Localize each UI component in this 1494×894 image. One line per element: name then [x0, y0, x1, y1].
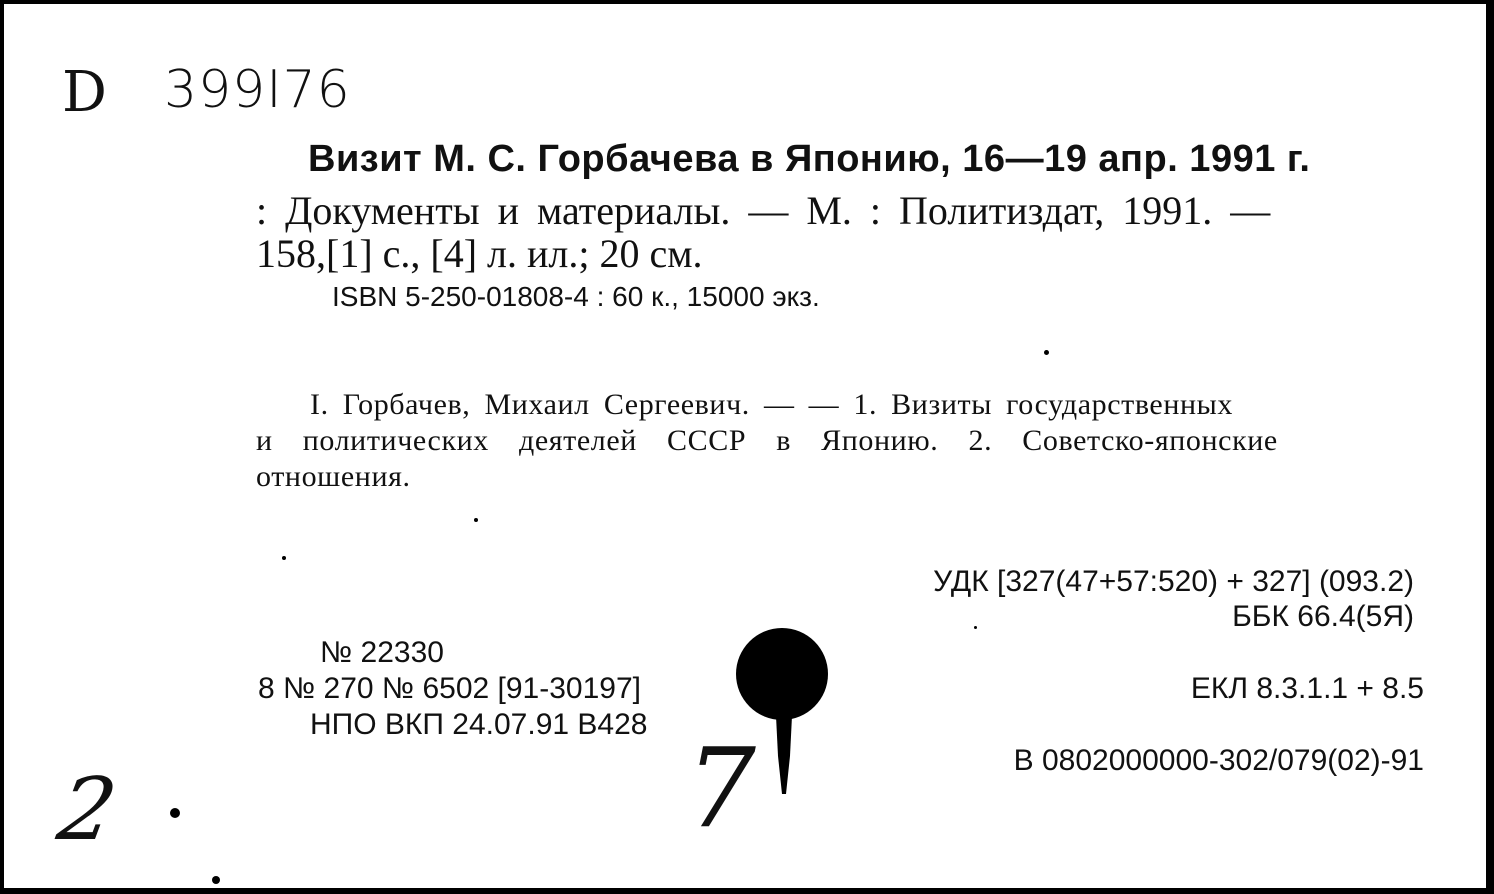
classification-code: В 0802000000-302/079(02)-91: [1013, 744, 1424, 777]
ink-speck: [1044, 350, 1049, 355]
book-title: Визит М. С. Горбачева в Японию, 16—19 апр. 1991 г.: [308, 138, 1311, 180]
description-line-1: : Документы и материалы. — М. : Политиздат, 1991. —: [256, 188, 1271, 233]
bbk-classification: ББК 66.4(5Я): [1232, 600, 1414, 633]
ink-speck: [474, 518, 478, 522]
tracing-line-1: I. Горбачев, Михаил Сергеевич. — — 1. Визиты государственных: [310, 388, 1234, 421]
ink-speck: [282, 556, 286, 560]
ink-speck: [974, 626, 977, 629]
tracing-line-3: отношения.: [256, 460, 411, 493]
punch-hole: [736, 628, 828, 720]
ekl-classification: ЕКЛ 8.3.1.1 + 8.5: [1190, 672, 1424, 705]
shelf-mark-number: 399I76: [164, 60, 351, 120]
order-line-2: 8 № 270 № 6502 [91-30197]: [258, 672, 641, 705]
punch-hole-tear: [770, 716, 798, 796]
udc-classification: УДК [327(47+57:520) + 327] (093.2): [933, 565, 1414, 598]
handwritten-dot: [170, 808, 180, 818]
description-line-2: 158,[1] с., [4] л. ил.; 20 см.: [256, 231, 703, 276]
shelf-mark-letter: D: [62, 60, 107, 125]
handwritten-mark-right: 7: [686, 724, 756, 852]
handwritten-mark-left: 2: [51, 760, 124, 860]
catalog-card: [4, 4, 1490, 888]
isbn-line: ISBN 5-250-01808-4 : 60 к., 15000 экз.: [332, 281, 820, 312]
tracing-line-2: и политических деятелей СССР в Японию. 2. Советско-японские: [256, 424, 1278, 457]
order-line-3: НПО ВКП 24.07.91 В428: [310, 708, 648, 741]
order-number: № 22330: [320, 636, 444, 669]
ink-speck: [212, 876, 220, 884]
